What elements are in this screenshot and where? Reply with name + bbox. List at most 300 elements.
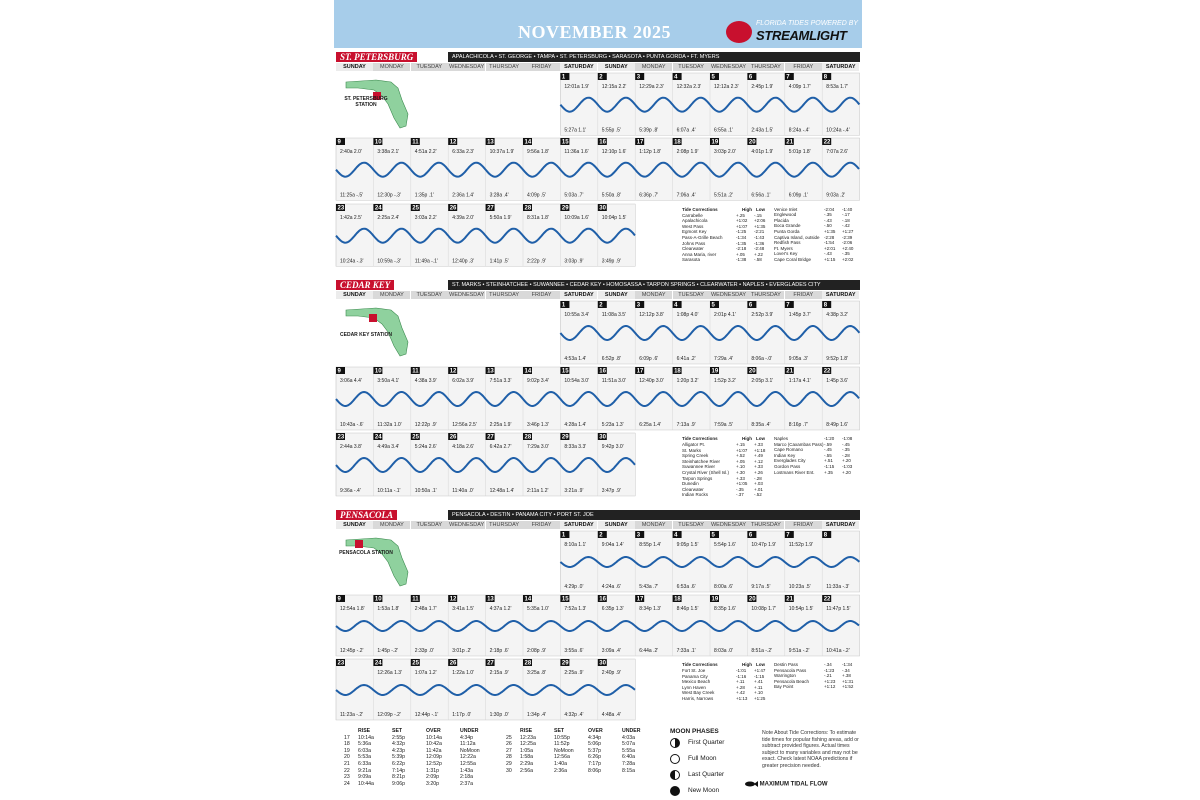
day-number: 29	[561, 205, 569, 212]
day-number: 16	[599, 368, 606, 375]
high-tide-label: 11:47p 1.5'	[826, 606, 851, 612]
day-number: 8	[823, 532, 828, 539]
low-tide-label: 12:30p -.3'	[377, 192, 401, 199]
high-tide-label: 2:40p .9'	[601, 670, 621, 676]
day-number: 5	[711, 532, 715, 539]
high-tide-label: 5:35a 1.0'	[527, 606, 549, 612]
day-number: 23	[337, 205, 345, 212]
high-tide-label: 11:36a 1.6'	[564, 149, 589, 156]
tide-corrections-table	[682, 662, 860, 701]
low-tide-label: 8:16p .7'	[788, 422, 808, 428]
high-tide-label: 4:38p 3.2'	[826, 312, 849, 318]
low-tide-label: 2:36a 1.4'	[452, 192, 475, 199]
high-tide-label: 7:29a 3.0'	[527, 444, 549, 450]
weekday-label: TUESDAY	[411, 521, 448, 529]
correction-row: Venice Inlet -2:04 -1:40	[774, 206, 853, 212]
day-number: 21	[786, 596, 793, 603]
title-band	[334, 0, 862, 48]
high-tide-label: 2:15a .9'	[489, 670, 509, 676]
station-label: ST. PETERSBURG STATION	[344, 96, 388, 108]
high-tide-label: 4:38a 3.9'	[414, 378, 437, 384]
brand-name: STREAMLIGHT	[756, 28, 847, 43]
low-tide-label: 9:17a .5'	[751, 584, 771, 590]
correction-row: Egmont Key -1:25 -2:21	[682, 229, 765, 235]
sun-moon-row: 17 10:14a 2:55p 10:14a 4:34p	[344, 734, 473, 741]
low-tide-label: 2:18p .6'	[489, 648, 509, 654]
low-tide-label: 1:35p .1'	[414, 192, 434, 199]
day-number: 2	[599, 532, 603, 539]
day-number: 2	[599, 302, 603, 309]
low-tide-label: 6:07a .4'	[676, 127, 696, 134]
low-tide-label: 8:06a -.0'	[751, 356, 773, 362]
correction-row: Indian Key -.55 -.28	[774, 452, 850, 458]
high-tide-label: 7:52a 1.3'	[564, 606, 587, 612]
day-number: 1	[561, 532, 566, 539]
day-number: 17	[636, 139, 644, 146]
sun-moon-table-left	[344, 728, 494, 787]
weekday-label: MONDAY	[373, 63, 410, 71]
region-cities: APALACHICOLA • ST. GEORGE • TAMPA • ST. PETERSBURG • SARASOTA • PUNTA GORDA • FT. MYERS	[448, 52, 860, 62]
weekday-label: WEDNESDAY	[449, 522, 485, 528]
corrections-col-1	[682, 442, 772, 498]
high-tide-label: 2:40a 2.0'	[340, 149, 362, 156]
low-tide-label: 6:52p .8'	[601, 356, 621, 362]
day-number: 29	[561, 660, 569, 667]
low-tide-label: 6:36p .7'	[639, 192, 659, 199]
high-tide-label: 11:08a 3.5'	[601, 312, 627, 318]
day-number: 12	[449, 368, 457, 375]
day-number: 7	[786, 532, 790, 539]
region-header	[336, 52, 860, 62]
high-tide-label: 9:56a 1.8'	[527, 149, 549, 156]
weekday-label: FRIDAY	[785, 63, 822, 71]
day-number: 15	[561, 139, 569, 146]
day-number: 20	[748, 596, 756, 603]
high-tide-label: 4:37a 1.2'	[489, 606, 512, 612]
region-name: PENSACOLA	[336, 510, 397, 520]
sun-moon-row: 26 12:25a 11:52p 5:06p 5:07a	[506, 741, 635, 748]
low-tide-label: 10:59a -.3'	[377, 257, 401, 264]
low-tide-label: 11:33a -.3'	[826, 584, 850, 590]
high-tide-label: 10:08p 1.7'	[751, 606, 776, 612]
day-number: 16	[599, 139, 606, 146]
sun-moon-row: 24 10:44a 9:06p 3:20p 2:37a	[344, 780, 473, 787]
last-quarter-icon	[670, 770, 680, 780]
low-tide-label: 3:46p 1.3'	[527, 422, 549, 428]
high-tide-label: 7:51a 3.3'	[489, 378, 512, 384]
correction-row: Captiva Island, outside -2:28 -2:39	[774, 234, 853, 240]
day-number: 6	[748, 74, 753, 81]
weekday-strip	[336, 521, 860, 529]
high-tide-label: 1:45p 3.6'	[826, 378, 849, 384]
sun-moon-row: 18 5:36a 4:32p 10:42a 11:12a	[344, 741, 476, 748]
tide-week-row	[334, 594, 862, 658]
low-tide-label: 3:49p .9'	[601, 257, 621, 264]
high-tide-label: 10:47p 1.9'	[751, 542, 776, 548]
day-number: 5	[711, 302, 715, 309]
correction-row: St. Marks +1:07 +1:18	[682, 447, 766, 453]
high-tide-label: 2:25a .9'	[564, 670, 584, 676]
moon-new: New Moon	[670, 783, 770, 799]
weekday-label: THURSDAY	[747, 291, 784, 299]
correction-row: Pensacola Beach +1:23 +1:31	[774, 678, 854, 684]
day-number: 18	[674, 368, 681, 375]
powered-by-label: FLORIDA TIDES POWERED BY	[756, 20, 859, 27]
region-pensacola	[334, 510, 862, 724]
weekday-label: SUNDAY	[336, 291, 373, 299]
high-tide-label: 10:54p 1.5'	[788, 606, 814, 612]
day-number: 21	[786, 139, 793, 146]
day-number: 6	[748, 532, 753, 539]
high-tide-label: 2:44a 3.8'	[340, 444, 362, 450]
weekday-label: SATURDAY	[560, 521, 597, 529]
weekday-label: SUNDAY	[598, 63, 635, 71]
region-cities: PENSACOLA • DESTIN • PANAMA CITY • PORT ST. JOE	[448, 510, 860, 520]
correction-row: Clearwater -2:18 -2:48	[682, 246, 765, 252]
high-tide-label: 12:40p 3.0'	[639, 378, 664, 384]
correction-row: Fort St. Joe -1:01 +1:47	[682, 668, 766, 673]
low-tide-label: 3:28a .4'	[489, 192, 509, 199]
correction-row: Clearwater -.35 +.01	[682, 486, 763, 492]
weekday-label: TUESDAY	[411, 291, 448, 299]
high-tide-label: 4:09p 1.7'	[788, 84, 811, 90]
day-number: 13	[487, 368, 494, 375]
correction-row: Warrington -.21 +.38	[774, 673, 851, 679]
weekday-strip	[336, 63, 860, 71]
correction-row: Crystal River (Shell Isl.) +.30 +.26	[682, 469, 763, 475]
correction-row: Pass-A-Grille Beach -1:34 -1:43	[682, 235, 765, 241]
correction-row: Cape Romano -.45 -.35	[774, 447, 850, 453]
day-number: 9	[337, 139, 341, 146]
moon-phases-title: MOON PHASES	[670, 728, 719, 735]
high-tide-label: 3:38a 2.1'	[377, 149, 400, 156]
high-tide-label: 8:33a 3.3'	[564, 444, 587, 450]
day-number: 18	[674, 596, 681, 603]
high-tide-label: 3:06a 4.4'	[340, 378, 362, 384]
high-tide-label: 1:20p 3.2'	[676, 378, 699, 384]
high-tide-label: 12:10p 1.6'	[601, 149, 627, 156]
correction-row: Johns Pass -1:35 -1:36	[682, 240, 765, 246]
region-header	[336, 280, 860, 290]
day-number: 20	[748, 368, 756, 375]
sun-moon-row: 30 2:56a 2:36a 8:06p 8:15a	[506, 767, 635, 774]
correction-row: West Pass +1:07 +1:35	[682, 223, 766, 229]
low-tide-label: 5:50a .8'	[601, 192, 621, 199]
low-tide-label: 5:03a .7'	[564, 192, 584, 199]
low-tide-label: 7:13a .9'	[676, 422, 696, 428]
low-tide-label: 5:43a .7'	[639, 584, 659, 590]
high-tide-label: 5:54p 1.6'	[714, 542, 736, 548]
weekday-label: MONDAY	[373, 521, 410, 529]
day-number: 30	[599, 205, 606, 212]
new-moon-icon	[670, 786, 680, 796]
high-tide-label: 8:35p 1.6'	[714, 606, 736, 612]
day-number: 22	[823, 596, 831, 603]
high-tide-label: 6:35p 1.3'	[601, 606, 624, 612]
corrections-col-2	[774, 436, 860, 475]
sun-moon-header: RISE SET OVER UNDER	[520, 728, 641, 734]
day-number: 25	[412, 434, 419, 441]
low-tide-label: 3:47p .9'	[601, 488, 621, 494]
high-tide-label: 12:32a 2.3'	[676, 84, 702, 90]
weekday-label: THURSDAY	[486, 63, 523, 71]
tide-week-row	[334, 366, 862, 432]
low-tide-label: 12:44p -.1'	[414, 712, 439, 718]
correction-row: Steinhatchee River +.05 +.12	[682, 458, 763, 464]
day-number: 22	[823, 139, 831, 146]
day-number: 29	[561, 434, 569, 441]
weekday-label: SATURDAY	[560, 291, 597, 299]
tide-week-row	[334, 300, 862, 366]
high-tide-label: 11:51a 3.0'	[601, 378, 627, 384]
day-number: 15	[561, 596, 569, 603]
day-number: 4	[674, 532, 678, 539]
day-number: 6	[748, 302, 753, 309]
day-number: 14	[524, 139, 532, 146]
high-tide-label: 2:01p 4.1'	[714, 312, 736, 318]
day-number: 22	[823, 368, 831, 375]
correction-row: Cape Coral Bridge +1:15 +2:02	[774, 257, 854, 262]
weekday-label: FRIDAY	[785, 291, 822, 299]
day-number: 19	[711, 596, 719, 603]
day-number: 15	[561, 368, 569, 375]
day-number: 23	[337, 660, 345, 667]
day-number: 10	[374, 368, 382, 375]
weekday-label: WEDNESDAY	[710, 522, 747, 528]
day-number: 19	[711, 139, 719, 146]
day-number: 16	[599, 596, 606, 603]
low-tide-label: 10:11a -.1'	[377, 488, 401, 494]
day-number: 30	[599, 434, 606, 441]
low-tide-label: 1:17p .0'	[452, 712, 472, 718]
fish-icon	[744, 780, 758, 788]
low-tide-label: 12:22p .9'	[414, 422, 437, 428]
low-tide-label: 3:55a .6'	[564, 648, 584, 654]
low-tide-label: 9:52p 1.8'	[826, 356, 849, 362]
station-label: PENSACOLA STATION	[339, 550, 393, 556]
day-number: 7	[786, 74, 790, 81]
low-tide-label: 11:40a .0'	[452, 488, 474, 494]
day-number: 2	[599, 74, 603, 81]
low-tide-label: 12:09p -.2'	[377, 712, 401, 718]
day-number: 27	[487, 660, 494, 667]
weekday-label: FRIDAY	[785, 521, 822, 529]
high-tide-label: 2:45p 1.9'	[751, 84, 774, 90]
weekday-label: FRIDAY	[523, 291, 560, 299]
low-tide-label: 4:28a 1.4'	[564, 422, 587, 428]
low-tide-label: 10:24a -.3'	[340, 257, 364, 264]
low-tide-label: 4:09p .5'	[527, 192, 547, 199]
low-tide-label: 10:23a .5'	[788, 584, 811, 590]
high-tide-label: 1:22a 1.0'	[452, 670, 475, 676]
correction-row: Dunedin +1:05 +.03	[682, 481, 763, 487]
low-tide-label: 9:36a -.4'	[340, 488, 361, 494]
tide-week-row	[334, 530, 862, 594]
day-number: 9	[337, 368, 341, 375]
low-tide-label: 2:11a 1.2'	[527, 488, 549, 494]
high-tide-label: 12:01a 1.9'	[564, 84, 589, 90]
high-tide-label: 5:01p 1.8'	[788, 149, 811, 156]
low-tide-label: 7:59a .5'	[714, 422, 734, 428]
correction-row: Lostmans River Ent. +.35 +.20	[774, 469, 851, 475]
day-number: 24	[374, 660, 382, 667]
corrections-col-2	[774, 207, 860, 263]
day-number: 23	[337, 434, 345, 441]
high-tide-label: 10:54a 3.0'	[564, 378, 589, 384]
high-tide-label: 2:05p 3.1'	[751, 378, 774, 384]
sun-moon-table-right	[506, 728, 656, 774]
low-tide-label: 10:50a .1'	[414, 488, 437, 494]
low-tide-label: 2:43a 1.5'	[751, 127, 774, 134]
low-tide-label: 10:43a -.6'	[340, 422, 364, 428]
day-number: 18	[674, 139, 681, 146]
low-tide-label: 4:29p .0'	[564, 584, 584, 590]
high-tide-label: 9:42p 3.0'	[601, 444, 624, 450]
low-tide-label: 1:41p .5'	[489, 257, 509, 264]
weekday-label: MONDAY	[635, 521, 672, 529]
correction-row: Carrabelle +.25 -.15	[682, 212, 762, 218]
weekday-label: SUNDAY	[336, 521, 373, 529]
day-number: 7	[786, 302, 790, 309]
day-number: 3	[636, 74, 641, 81]
day-number: 17	[636, 368, 644, 375]
weekday-label: TUESDAY	[411, 63, 448, 71]
correction-row: Suwannee River +.10 +.33	[682, 464, 763, 470]
day-number: 13	[487, 596, 494, 603]
corrections-col-1	[682, 213, 772, 263]
low-tide-label: 3:01p .2'	[452, 648, 472, 654]
low-tide-label: 8:51a -.2'	[751, 648, 773, 654]
high-tide-label: 3:03p 2.0'	[714, 149, 736, 156]
low-tide-label: 5:55p .5'	[601, 127, 621, 134]
high-tide-label: 3:25a .8'	[527, 670, 547, 676]
weekday-label: SUNDAY	[598, 291, 635, 299]
low-tide-label: 8:03a .0'	[714, 648, 734, 654]
high-tide-label: 9:05p 1.5'	[676, 542, 699, 548]
high-tide-label: 4:01p 1.9'	[751, 149, 774, 156]
high-tide-label: 6:33a 2.3'	[452, 149, 475, 156]
day-number: 14	[524, 596, 532, 603]
high-tide-label: 8:46p 1.5'	[676, 606, 699, 612]
weekday-label: MONDAY	[373, 291, 410, 299]
day-number: 20	[748, 139, 756, 146]
low-tide-label: 7:33a .1'	[676, 648, 696, 654]
low-tide-label: 1:30p .0'	[489, 712, 509, 718]
region-name: ST. PETERSBURG	[336, 52, 417, 62]
high-tide-label: 12:12p 3.8'	[639, 312, 664, 318]
low-tide-label: 10:24a -.4'	[826, 127, 850, 134]
sun-moon-header: RISE SET OVER UNDER	[358, 728, 479, 734]
day-number: 26	[449, 660, 457, 667]
correction-row: Englewood -.35 -.17	[774, 212, 850, 218]
day-number: 3	[636, 302, 641, 309]
low-tide-label: 2:25a 1.9'	[489, 422, 512, 428]
low-tide-label: 6:09p .6'	[639, 356, 659, 362]
correction-row: Everglades City +.51 +.20	[774, 458, 851, 464]
day-number: 14	[524, 368, 532, 375]
station-label: CEDAR KEY STATION	[340, 332, 392, 338]
high-tide-label: 1:42a 2.5'	[340, 214, 362, 221]
first-quarter-icon	[670, 738, 680, 748]
day-number: 17	[636, 596, 644, 603]
high-tide-label: 2:52p 3.9'	[751, 312, 774, 318]
high-tide-label: 1:08p 4.0'	[676, 312, 699, 318]
high-tide-label: 8:53a 1.7'	[826, 84, 849, 90]
day-number: 27	[487, 205, 494, 212]
tide-corrections-table	[682, 436, 860, 498]
high-tide-label: 2:08p 1.9'	[676, 149, 699, 156]
low-tide-label: 2:08p .9'	[527, 648, 547, 654]
high-tide-label: 10:04p 1.5'	[601, 214, 627, 221]
correction-row: Bay Point +1:12 +1:52	[774, 684, 854, 690]
high-tide-label: 9:02p 3.4'	[527, 378, 549, 384]
high-tide-label: 3:41a 1.5'	[452, 606, 475, 612]
high-tide-label: 4:49a 3.4'	[377, 444, 400, 450]
day-number: 28	[524, 434, 532, 441]
low-tide-label: 1:34p .4'	[527, 712, 547, 718]
correction-row: Ft. Myers +2:01 +2:40	[774, 245, 854, 251]
correction-row: Alligator Pt. +.15 +.33	[682, 442, 763, 447]
high-tide-label: 12:29a 2.3'	[639, 84, 664, 90]
high-tide-label: 3:50a 4.1'	[377, 378, 400, 384]
high-tide-label: 10:09a 1.6'	[564, 214, 589, 221]
day-number: 4	[674, 74, 678, 81]
high-tide-label: 4:39a 2.0'	[452, 214, 475, 221]
weekday-label: THURSDAY	[486, 291, 523, 299]
weekday-label: WEDNESDAY	[449, 292, 485, 298]
low-tide-label: 5:23a 1.3'	[601, 422, 624, 428]
low-tide-label: 12:45p -.2'	[340, 648, 364, 654]
weekday-label: MONDAY	[635, 291, 672, 299]
day-number: 4	[674, 302, 678, 309]
high-tide-label: 4:18a 2.6'	[452, 444, 475, 450]
corrections-title: Tide Corrections High Low	[682, 662, 765, 667]
corrections-title: Tide Corrections High Low	[682, 436, 765, 441]
sun-moon-row: 20 5:53a 5:39p 12:09p 12:22a	[344, 754, 476, 761]
page-title: NOVEMBER 2025	[518, 22, 672, 42]
day-number: 21	[786, 368, 793, 375]
tide-calendar-page	[334, 0, 862, 800]
correction-row: Punta Gorda +1:35 +1:27	[774, 229, 854, 235]
high-tide-label: 5:50a 1.9'	[489, 214, 512, 221]
low-tide-label: 8:35a .4'	[751, 422, 771, 428]
correction-row: Lynn Haven +.28 +.11	[682, 684, 763, 690]
day-number: 19	[711, 368, 719, 375]
high-tide-label: 1:53a 1.8'	[377, 606, 400, 612]
low-tide-label: 9:51a -.2'	[788, 648, 810, 654]
high-tide-label: 2:25a 2.4'	[377, 214, 400, 221]
high-tide-label: 1:17a 4.1'	[788, 378, 811, 384]
low-tide-label: 6:41a .2'	[676, 356, 696, 362]
low-tide-label: 4:24a .6'	[601, 584, 621, 590]
high-tide-label: 2:48a 1.7'	[414, 606, 437, 612]
day-number: 11	[412, 596, 419, 603]
correction-row: Placida -.43 -.18	[774, 217, 850, 223]
weekday-label: SATURDAY	[822, 291, 859, 299]
correction-row: West Bay Creek +.42 +.10	[682, 690, 763, 696]
low-tide-label: 5:51a .2'	[714, 192, 734, 199]
moon-phases-legend	[670, 728, 770, 799]
moon-first-quarter: First Quarter	[670, 735, 770, 751]
high-tide-label: 5:24a 2.6'	[414, 444, 437, 450]
correction-row: Redfish Pass -1:54 -2:06	[774, 240, 853, 246]
low-tide-label: 8:49p 1.6'	[826, 422, 849, 428]
weekday-label: SATURDAY	[822, 63, 859, 71]
high-tide-label: 10:55a 3.4'	[564, 312, 589, 318]
low-tide-label: 7:29a .4'	[714, 356, 734, 362]
low-tide-label: 2:33p .0'	[414, 648, 434, 654]
low-tide-label: 3:03p .9'	[564, 257, 584, 264]
